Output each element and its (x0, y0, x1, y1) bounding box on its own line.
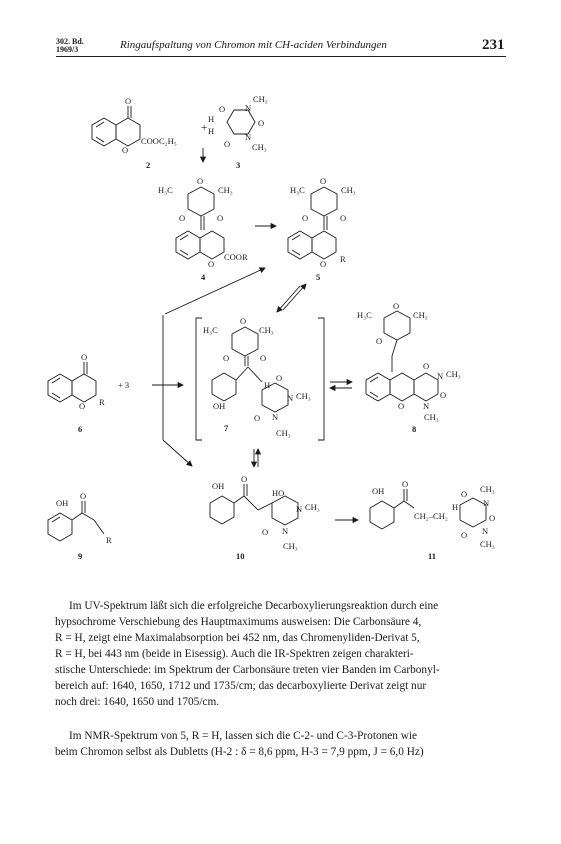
compound-8-o2: O (423, 361, 430, 371)
label-compound-4: 4 (201, 272, 206, 282)
text-line: R = H, bei 443 nm (beide in Eisessig). Auch die IR-Spektren zeigen charakteri- (55, 648, 414, 660)
compound-7-ch3-c: CH₃ (276, 428, 291, 438)
compound-4-o-left: O (179, 213, 186, 223)
compound-7-oh: OH (213, 401, 226, 411)
compound-10-o: O (241, 474, 248, 484)
text-line: Im UV-Spektrum läßt sich die erfolgreiche Decarboxylierungsreaktion durch eine (69, 600, 439, 612)
compound-10-n2: N (282, 526, 289, 536)
compound-7-n2: N (272, 412, 279, 422)
compound-10-n1: N (296, 504, 303, 514)
compound-11-ch3-b: CH₃ (480, 539, 495, 549)
compound-6-oxo: O (81, 352, 88, 362)
label-compound-10: 10 (236, 551, 245, 561)
compound-8-o3: O (440, 390, 447, 400)
compound-10-oh: OH (212, 481, 225, 491)
equilibrium-arrow-5-7 (277, 284, 306, 312)
compound-7-o-top: O (240, 316, 247, 326)
label-compound-5: 5 (316, 272, 321, 282)
compound-8-n2: N (423, 401, 430, 411)
label-compound-7: 7 (224, 423, 229, 433)
compound-7-o3: O (254, 413, 261, 423)
compound-3-h2: H (208, 126, 215, 136)
label-compound-2: 2 (146, 160, 151, 170)
text-line: Im NMR-Spektrum von 5, R = H, lassen sich die C-2- und C-3-Protonen wie (69, 730, 418, 742)
compound-8-ch3-c: CH₃ (424, 412, 439, 422)
label-compound-9: 9 (78, 551, 83, 561)
compound-3-o1: O (219, 104, 226, 114)
compound-7-o-left: O (223, 353, 230, 363)
compound-3-o2: O (258, 118, 265, 128)
compound-5-h3c: H₃C (290, 185, 305, 195)
body-paragraph-1 (55, 598, 507, 710)
label-compound-6: 6 (78, 424, 83, 434)
running-title: Ringaufspaltung von Chromon mit CH-aciden Verbindungen (120, 39, 387, 51)
compound-3-n1: N (245, 103, 252, 113)
compound-3-structure (227, 110, 255, 134)
compound-7-o-right: O (260, 353, 267, 363)
compound-11-o2: O (489, 513, 496, 523)
compound-5-ring-o: O (320, 259, 327, 269)
compound-8-h3c: H₃C (357, 310, 372, 320)
text-line: R = H, zeigt eine Maximalabsorption bei 452 nm, das Chromenyliden-Derivat 5, (55, 632, 420, 644)
compound-9-o: O (80, 491, 87, 501)
compound-6-structure (48, 362, 96, 402)
compound-3-ch3-bottom: CH₃ (252, 142, 267, 152)
compound-4-coor: COOR (224, 252, 248, 262)
label-compound-8: 8 (412, 424, 417, 434)
compound-10-ho: HO (272, 488, 285, 498)
compound-8-ch3: CH₃ (413, 310, 428, 320)
compound-8-structure (366, 311, 438, 401)
compound-11-ch3-a: CH₃ (480, 484, 495, 494)
compound-7-ch3: CH₃ (259, 325, 274, 335)
compound-11-oh: OH (372, 486, 385, 496)
compound-8-ch3-b: CH₃ (446, 369, 461, 379)
compound-2-ester: COOC₂H₅ (141, 136, 177, 146)
compound-7-h3c: H₃C (203, 325, 218, 335)
arrow-to-5 (165, 268, 265, 314)
text-line: noch drei: 1640, 1650 und 1705/cm. (55, 696, 220, 708)
compound-4-ch3: CH₃ (218, 185, 233, 195)
compound-7-o2: O (276, 373, 283, 383)
label-compound-3: 3 (236, 160, 241, 170)
compound-7-n1: N (287, 393, 294, 403)
compound-2-ring-o: O (122, 145, 129, 155)
compound-7-ch3-b: CH₃ (296, 391, 311, 401)
text-line: bereich auf: 1640, 1650, 1712 und 1735/cm; das decarboxylierte Derivat zeigt nur (55, 680, 427, 692)
branch-lines (163, 315, 192, 466)
header-issue: 1969/3 (56, 45, 79, 54)
compound-5-ch3: CH₃ (341, 185, 356, 195)
equilibrium-arrow-7-8 (330, 382, 352, 388)
compound-5-r: R (340, 254, 346, 264)
compound-3-ch3-top: CH₃ (253, 94, 268, 104)
compound-8-ring-o: O (398, 401, 405, 411)
compound-2-structure (92, 106, 140, 146)
compound-8-n1: N (437, 371, 444, 381)
compound-11-o3: O (461, 530, 468, 540)
page-number: 231 (482, 37, 505, 53)
compound-7-structure (212, 327, 288, 412)
compound-10-ch3-a: CH₃ (305, 502, 320, 512)
label-compound-11: 11 (428, 551, 437, 561)
compound-5-o-left: O (302, 213, 309, 223)
compound-3-n2: N (245, 132, 252, 142)
compound-11-n1: N (483, 498, 490, 508)
compound-5-o-right: O (340, 213, 347, 223)
compound-10-o2: O (262, 527, 269, 537)
text-line: beim Chromon selbst als Dubletts (H-2 : δ = 8,6 ppm, H-3 = 7,9 ppm, J = 6,0 Hz) (55, 746, 424, 758)
compound-4-structure (176, 187, 224, 259)
equilibrium-arrow-7-10 (254, 449, 258, 467)
compound-4-o-top: O (197, 176, 204, 186)
header-volume: 302. Bd. (56, 37, 84, 46)
text-line: stische Unterschiede: im Spektrum der Carbonsäure treten vier Banden im Carbonyl- (55, 664, 440, 676)
plus-3: + 3 (118, 380, 130, 390)
compound-11-h: H (452, 502, 459, 512)
compound-9-r: R (106, 535, 112, 545)
compound-11-n2: N (482, 526, 489, 536)
compound-5-structure (288, 187, 337, 259)
text-line: hypsochrome Verschiebung des Hauptmaximums ausweisen: Die Carbonsäure 4, (55, 616, 422, 628)
compound-4-o-right: O (217, 213, 224, 223)
compound-11-chain: CH₂–CH₂ (414, 511, 448, 521)
compound-9-oh: OH (56, 498, 69, 508)
compound-5-o-top: O (320, 176, 327, 186)
compound-8-o-top: O (393, 301, 400, 311)
compound-4-ring-o: O (208, 259, 215, 269)
compound-7-h: H (264, 380, 271, 390)
compound-10-ch3-b: CH₃ (283, 541, 298, 551)
compound-6-r: R (99, 397, 105, 407)
compound-3-o3: O (224, 139, 231, 149)
compound-6-ring-o: O (79, 401, 86, 411)
compound-8-o-left: O (376, 336, 383, 346)
compound-11-o1: O (461, 489, 468, 499)
compound-2-oxo: O (125, 96, 132, 106)
compound-4-h3c: H₃C (158, 185, 173, 195)
compound-11-structure (370, 489, 486, 529)
compound-3-h1: H (208, 114, 215, 124)
body-paragraph-2 (55, 728, 507, 760)
compound-11-o: O (402, 479, 409, 489)
plus-sign: + (201, 122, 208, 134)
